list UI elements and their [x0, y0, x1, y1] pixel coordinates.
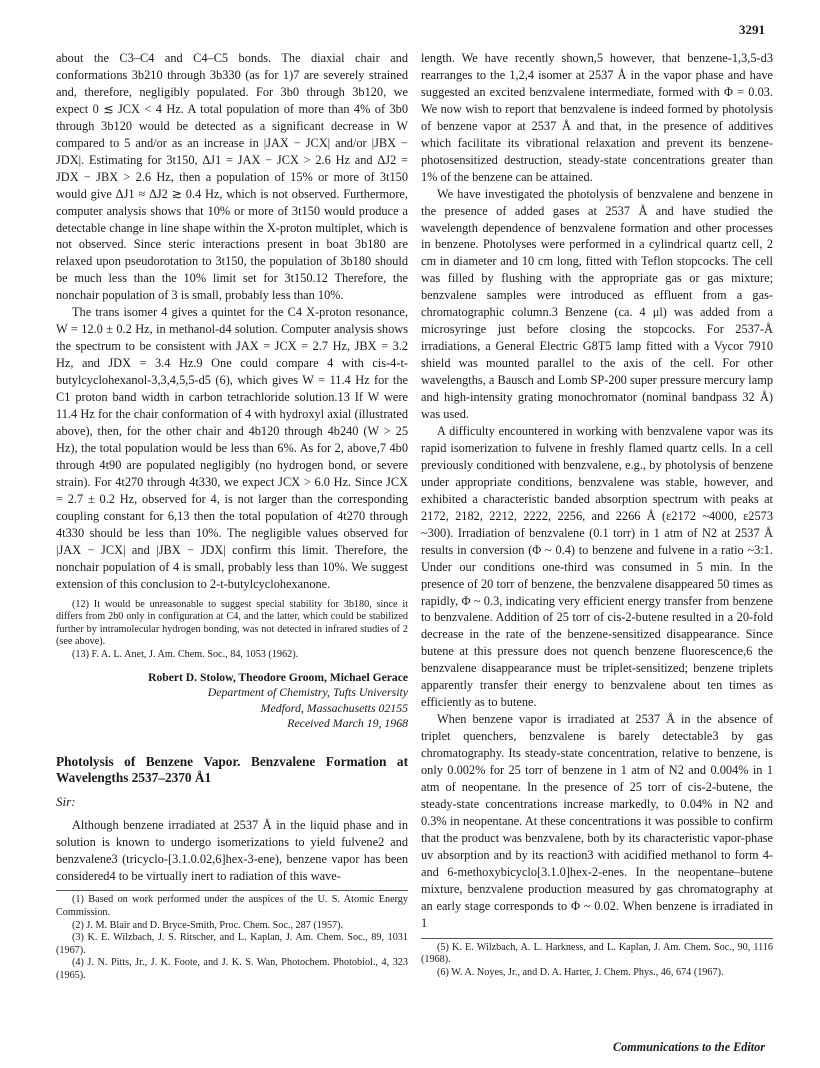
body-paragraph: A difficulty encountered in working with benzvalene vapor was its rapid isomerization to fulvene in freshly flamed quartz cells. In a cell previously conditioned with benzvalene, e.g., by photolysis of benzene under appropriate conditions, benzvalene was stable, however, and exhibited a characteristic banded absorption spectrum with peaks at 2172, 2182, 2212, 2222, 2256, and 2266 Å (ε2172 ~4000, ε2573 ~300). Irradiation of benzvalene (0.1 torr) in 1 atm of N2 at 2537 Å results in conversion (Φ ~ 0.4) to benzene and fulvene in a ratio ~3:1. Under our conditions one-third was consumed in 5 min. In the presence of 20 torr of benzene, the benzvalene disappeared 50 times as rapidly, Φ ~ 0.3, indicating very efficient energy transfer from benzene to benzvalene. Addition of 25 torr of cis-2-butene resulted in a 20-fold decrease in the rate of the benzene-sensitized disappearance. Since butene at this pressure does not quench benzene fluorescence,6 the benzvalene disappearance must be triplet-sensitized; benzene triplets apparently transfer their energy to benzvalene about ten times as efficiently as to butene. — [421, 423, 773, 710]
body-paragraph: We have investigated the photolysis of benzvalene and benzene in the presence of added gases at 2537 Å and have studied the wavelength dependence of benzvalene formation and other processes in benzene. Photolyses were performed in a cylindrical quartz cell, 2 cm in diameter and 10 cm long, fitted with Teflon stopcocks. The cell was filled by flushing with the appropriate gas or gas mixture; benzvalene samples were introduced as effluent from a gas-chromatographic column.3 Benzene (ca. 4 μl) was added from a microsyringe just before closing the stopcocks. For 2537-Å irradiations, a General Electric G8T5 lamp fitted with a Vycor 7910 shield was mounted parallel to the axis of the cell. For other wavelengths, a Bausch and Lomb SP-200 super pressure mercury lamp and high-intensity grating monochromator (nominal bandpass 32 Å) was used. — [421, 186, 773, 422]
page-number: 3291 — [739, 22, 765, 37]
footnote: (3) K. E. Wilzbach, J. S. Ritscher, and L. Kaplan, J. Am. Chem. Soc., 89, 1031 (1967). — [56, 932, 408, 956]
footnote: (13) F. A. L. Anet, J. Am. Chem. Soc., 84, 1053 (1962). — [72, 648, 299, 660]
footnotes-block — [56, 599, 408, 662]
affiliation-city: Medford, Massachusetts 02155 — [260, 700, 408, 715]
received-date: Received March 19, 1968 — [287, 716, 408, 731]
footnotes-block — [421, 938, 773, 980]
body-paragraph: When benzene vapor is irradiated at 2537 Å in the absence of triplet quenchers, benzvalene is barely detectable3 by gas chromatography. Its steady-state concentration, relative to benzene, is only 0.002% for 25 torr of benzene in 1 atm of N2 and 0.004% in 1 atm of neopentane. In the presence of 25 torr of cis-2-butene, the steady-state concentrations increase markedly, to 0.04% in N2 and 0.3% in neopentane. At these concentrations it was possible to confirm that the product was benzvalene, both by its characteristic vapor-phase uv absorption and by its reaction3 with acidified methanol to form 4- and 6-methoxybicyclo[3.1.0]hex-2-enes. In the neopentane–butene mixture, benzvalene production measured by gas chromatography at an early stage corresponds to Φ ~ 0.02. When benzene is irradiated in 1 — [421, 712, 773, 930]
body-paragraph: length. We have recently shown,5 however, that benzene-1,3,5-d3 rearranges to the 1,2,4 isomer at 2537 Å in the vapor phase and have suggested an excited benzvalene intermediate, formed with Φ = 0.03. We now wish to report that benzvalene is indeed formed by photolysis of benzene vapor at 2537 Å and that, in the presence of additives which facilitate its vibrational relaxation and prevent its benzene-photosensitized destruction, steady-state concentrations greater than 1% of the benzene can be attained. — [421, 51, 773, 184]
left-column — [56, 50, 408, 983]
right-column — [421, 50, 773, 979]
footnote: (4) J. N. Pitts, Jr., J. K. Foote, and J. K. S. Wan, Photochem. Photobiol., 4, 323 (1965). — [56, 957, 408, 982]
body-paragraph: about the C3–C4 and C4–C5 bonds. The diaxial chair and conformations 3b210 through 3b330 (as for 1)7 are severely strained and, therefore, negligibly populated. For 3b0 through 3b120, we expect 0 ≲ JCX < 4 Hz. A total population of more than 4% of 3b0 through 3b120 would be detected as a significant decrease in W compared to 5 and/or as an increase in |JAX − JCX| and/or |JBX − JDX|. Estimating for 3t150, ΔJ1 = JAX − JCX > 2.6 Hz and ΔJ2 = JDX − JBX > 2.6 Hz, then a population of 15% or more of 3t150 would give ΔJ1 ≈ ΔJ2 ≳ 0.4 Hz, which is not observed. Furthermore, computer analysis shows that 10% or more of 3t150 would produce a detectable change in line shape within the X-proton multiplet, which is not observed. Since steric interactions present in boat 3b180 are relaxed upon pseudorotation to 3t150, the population of 3b180 should be much less than the 10% limit set for 3t150.12 Therefore, the nonchair population of 3 is small, probably less than 10%. — [56, 51, 408, 303]
footnote: (12) It would be unreasonable to suggest special stability for 3b180, since it differs from 2b0 only in configuration at C4, and the latter, which could be stabilized further by intramolecular hydrogen bonding, was not detected in infrared studies of 2 (see above). — [56, 598, 408, 648]
footnote-rule — [421, 938, 773, 939]
journal-section-footer: Communications to the Editor — [612, 1040, 765, 1054]
article-title: Photolysis of Benzene Vapor. Benzvalene Formation at Wavelengths 2537–2370 Å1 — [56, 753, 408, 785]
salutation: Sir: — [56, 793, 76, 809]
footnote: (1) Based on work performed under the auspices of the U. S. Atomic Energy Commission. — [56, 894, 408, 919]
affiliation-department: Department of Chemistry, Tufts University — [207, 685, 408, 700]
footnote-rule — [56, 890, 408, 891]
footnote: (5) K. E. Wilzbach, A. L. Harkness, and L. Kaplan, J. Am. Chem. Soc., 90, 1116 (1968). — [421, 941, 773, 966]
body-paragraph: The trans isomer 4 gives a quintet for the C4 X-proton resonance, W = 12.0 ± 0.2 Hz, in methanol-d4 solution. Computer analysis shows the spectrum to be consistent with JAX = JCX = 2.7 Hz, JBX = 3.2 Hz, and JDX = 3.4 Hz.9 One could compare 4 with cis-4-t-butylcyclohexanol-3,3,4,5,5-d5 (6), which gives W = 11.4 Hz for the C1 proton band width in carbon tetrachloride solution.13 If W were 11.4 Hz for the chair conformation of 4 with hydroxyl axial (illustrated above), then, for the other chair and 4b120 through 4b240 (W > 25 Hz), the total population would be less than 6%. As for 2, above,7 4b0 through 4t90 are populated negligibly (no hydrogen bond, or severe strain). For 4t270 through 4t330, we expect JCX > 6.0 Hz. Since JCX = 2.7 ± 0.2 Hz, observed for 4, is not larger than the corresponding coupling constant for 6,13 then the total population of 4t270 through 4t330 should be less than 10%. The negligible values observed for |JAX − JCX| and |JBX − JDX| confirm this limit. Therefore, the nonchair population of 4 is small, probably less than 10%. We suggest extension of this conclusion to 2-t-butylcyclohexanone. — [56, 305, 408, 591]
author-list: Robert D. Stolow, Theodore Groom, Michael Gerace — [148, 671, 408, 685]
footnote: (2) J. M. Blair and D. Bryce-Smith, Proc. Chem. Soc., 287 (1957). — [72, 919, 344, 931]
footnotes-block — [56, 890, 408, 982]
footnote: (6) W. A. Noyes, Jr., and D. A. Harter, J. Chem. Phys., 46, 674 (1967). — [437, 966, 724, 978]
body-paragraph: Although benzene irradiated at 2537 Å in the liquid phase and in solution is known to undergo isomerizations to yield fulvene2 and benzvalene3 (tricyclo-[3.1.0.02,6]hex-3-ene), benzene vapor has been considered4 to be virtually inert to radiation of this wave- — [56, 817, 408, 883]
